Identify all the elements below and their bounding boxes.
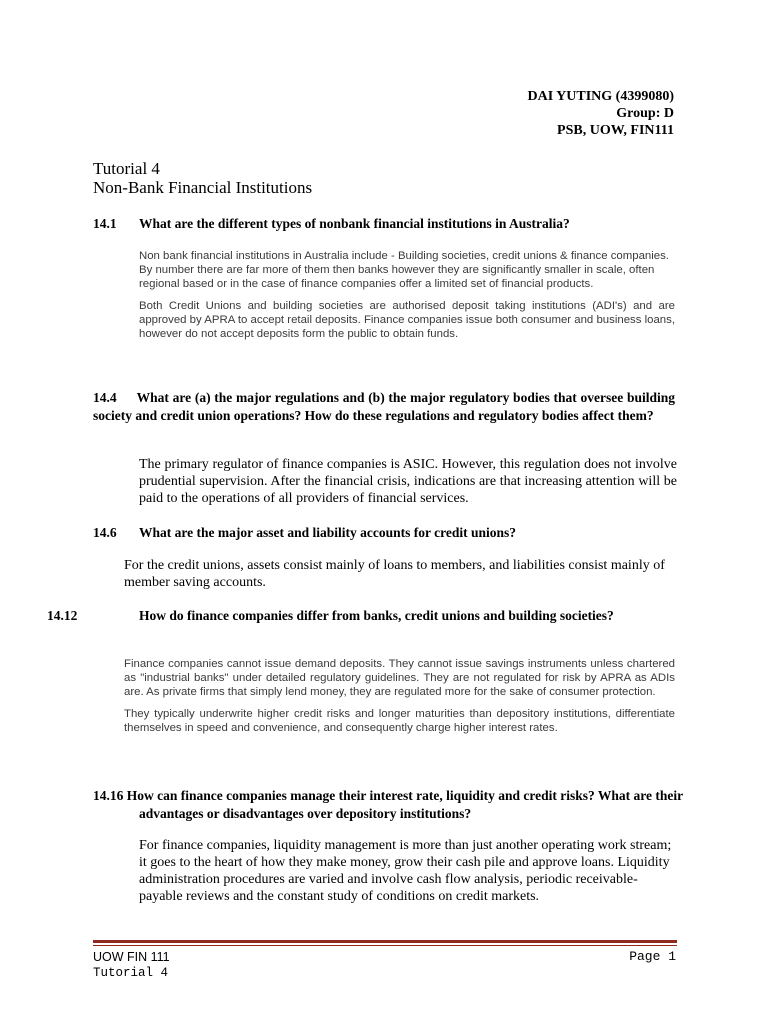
answer-paragraph: Non bank financial institutions in Australia include - Building societies, credit unions & finance companies. By number there are far more of them then banks however they are significantly smaller in scale, often regional based or in the case of finance companies offer a limited set of financial products.	[139, 250, 669, 290]
answer-14-1	[139, 249, 675, 341]
question-number: 14.1	[93, 216, 117, 231]
answer-14-6	[124, 557, 679, 591]
question-text: How can finance companies manage their interest rate, liquidity and credit risks? What are their advantages or disadvantages over depository institutions?	[126, 788, 683, 821]
question-number: 14.16	[93, 788, 124, 803]
answer-paragraph: For the credit unions, assets consist mainly of loans to members, and liabilities consist mainly of member saving accounts.	[124, 558, 665, 590]
document-title	[93, 159, 312, 197]
footer-course-line: UOW FIN 111	[93, 950, 170, 964]
question-14-12	[47, 607, 721, 625]
answer-paragraph: They typically underwrite higher credit risks and longer maturities than depository institutions, differentiate themselves in speed and convenience, and consequently charge higher interest rates.	[124, 708, 675, 734]
group-label: Group: D	[616, 106, 674, 121]
question-14-16	[93, 787, 721, 822]
question-14-6	[93, 524, 675, 542]
author-header	[528, 88, 674, 139]
footer-course	[93, 949, 170, 981]
answer-paragraph: Both Credit Unions and building societies are authorised deposit taking institutions (ADI's) and are approved by APRA to accept retail deposits. Finance companies issue both consumer and business loans, however do not accept deposits form the public to obtain funds.	[139, 300, 675, 340]
question-text: What are (a) the major regulations and (b) the major regulatory bodies that oversee building society and credit union operations? How do these regulations and regulatory bodies affect them?	[93, 390, 675, 423]
question-number: 14.4	[93, 390, 117, 405]
author-name: DAI YUTING (4399080)	[527, 89, 674, 104]
answer-paragraph: For finance companies, liquidity management is more than just another operating work stream; it goes to the heart of how they make money, grow their cash pile and approve loans. Liquidity administration procedures are varied and involve cash flow analysis, periodic receivable-payable reviews and the constant study of conditions on credit markets.	[139, 838, 672, 904]
answer-paragraph: Finance companies cannot issue demand deposits. They cannot issue savings instruments unless chartered as "industrial banks" under detailed regulatory guidelines. They are not regulated for risk by APRA as ADIs are. As private firms that simply lend money, they are regulated more for the sake of consumer protection.	[124, 658, 675, 698]
question-14-1	[93, 215, 675, 233]
answer-paragraph: The primary regulator of finance companies is ASIC. However, this regulation does not involve prudential supervision. After the financial crisis, indications are that increasing attention will be paid to the operations of all providers of financial services.	[139, 457, 677, 506]
answer-14-12	[124, 657, 675, 735]
course-label: PSB, UOW, FIN111	[557, 123, 674, 138]
title-line-2: Non-Bank Financial Institutions	[93, 178, 313, 197]
title-line-1: Tutorial 4	[93, 159, 160, 178]
question-text: What are the different types of nonbank financial institutions in Australia?	[139, 216, 570, 231]
question-14-4	[93, 389, 675, 424]
question-number: 14.12	[47, 608, 78, 623]
answer-14-4	[139, 456, 677, 507]
footer-tutorial-line: Tutorial 4	[93, 966, 169, 980]
question-text: How do finance companies differ from banks, credit unions and building societies?	[139, 608, 614, 623]
answer-14-16	[139, 837, 679, 905]
footer-divider	[93, 940, 677, 946]
page-number: Page 1	[629, 949, 676, 964]
question-number: 14.6	[93, 525, 117, 540]
question-text: What are the major asset and liability accounts for credit unions?	[139, 525, 517, 540]
